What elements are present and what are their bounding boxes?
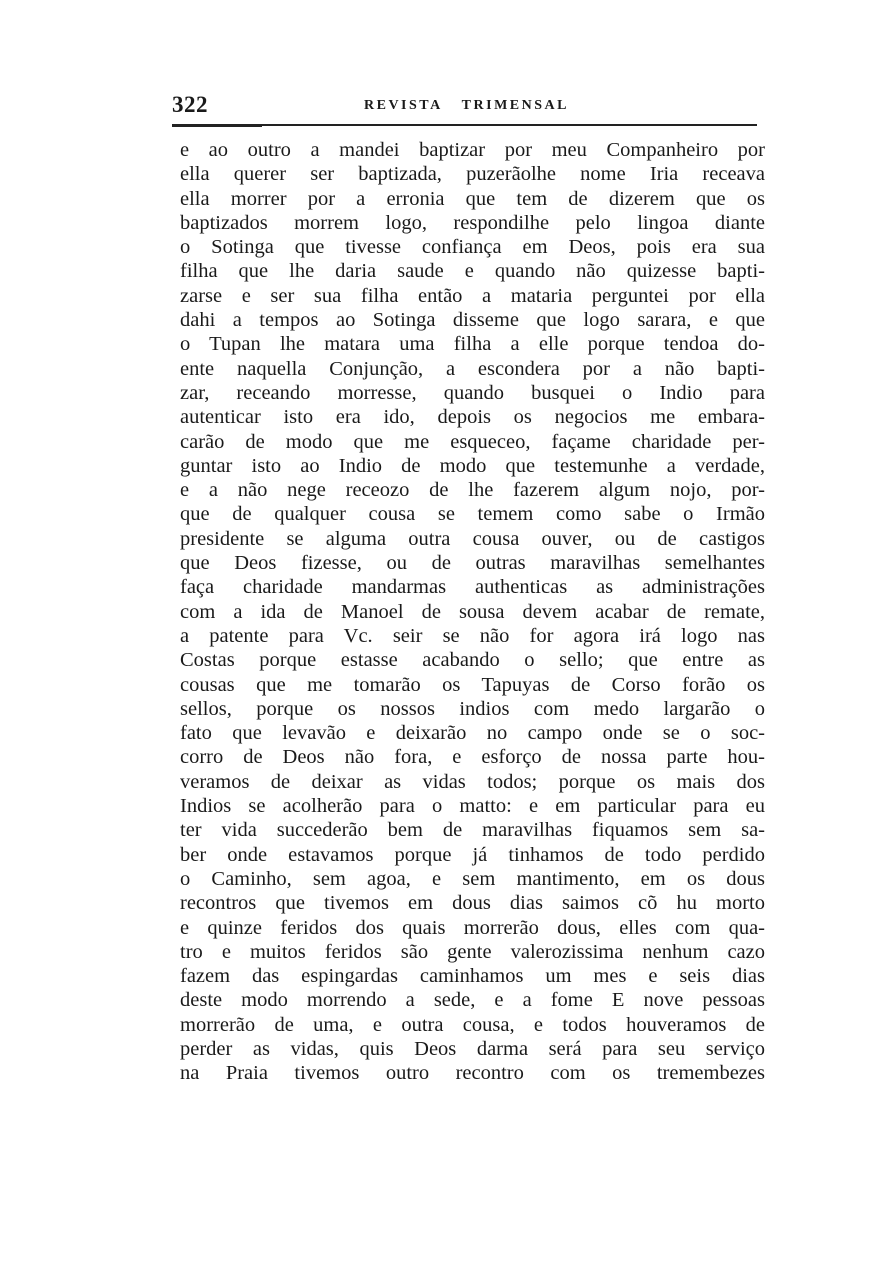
text-line: dahi a tempos ao Sotinga disseme que logo sarara, e que [180, 309, 765, 332]
text-line: ter vida succederão bem de maravilhas fiquamos sem sa- [180, 819, 765, 842]
text-line: carão de modo que me esqueceo, façame charidade per- [180, 430, 765, 453]
text-line: corro de Deos não fora, e esforço de nossa parte hou- [180, 746, 765, 769]
text-line: zar, receando morresse, quando busquei o Indio para [180, 381, 765, 404]
journal-title: REVISTA TRIMENSAL [364, 98, 569, 113]
text-line: perder as vidas, quis Deos darma será para seu serviço [180, 1037, 765, 1060]
text-line: deste modo morrendo a sede, e a fome E nove pessoas [180, 989, 765, 1012]
running-head [172, 92, 757, 122]
text-line: ber onde estavamos porque já tinhamos de todo perdido [180, 843, 765, 866]
text-line: tro e muitos feridos são gente valerozissima nenhum cazo [180, 940, 765, 963]
text-line: e quinze feridos dos quais morrerão dous, elles com qua- [180, 916, 765, 939]
text-line: veramos de deixar as vidas todos; porque os mais dos [180, 770, 765, 793]
text-line: que de qualquer cousa se temem como sabe o Irmão [180, 503, 765, 526]
text-line: e ao outro a mandei baptizar por meu Companheiro por [180, 139, 765, 161]
text-line: guntar isto ao Indio de modo que testemunhe a verdade, [180, 454, 765, 477]
text-line: sellos, porque os nossos indios com medo largarão o [180, 697, 765, 720]
text-line: ente naquella Conjunção, a escondera por a não bapti- [180, 357, 765, 380]
body-text [180, 138, 765, 1086]
text-line: o Caminho, sem agoa, e sem mantimento, em os dous [180, 867, 765, 890]
text-line: morrerão de uma, e outra cousa, e todos houveramos de [180, 1013, 765, 1036]
text-line: cousas que me tomarão os Tapuyas de Corso forão os [180, 673, 765, 696]
text-line: a patente para Vc. seir se não for agora irá logo nas [180, 624, 765, 647]
header-rule-underline [172, 126, 262, 127]
page-number: 322 [172, 92, 208, 117]
text-line: faça charidade mandarmas authenticas as administrações [180, 576, 765, 599]
text-line: com a ida de Manoel de sousa devem acabar de remate, [180, 600, 765, 623]
text-line: zarse e ser sua filha então a mataria perguntei por ella [180, 284, 765, 307]
text-line: fazem das espingardas caminhamos um mes e seis dias [180, 965, 765, 988]
text-line: recontros que tivemos em dous dias saimos cõ hu morto [180, 892, 765, 915]
text-line: e a não nege receozo de lhe fazerem algum nojo, por- [180, 479, 765, 502]
text-line: ella morrer por a erronia que tem de dizerem que os [180, 187, 765, 210]
text-line: filha que lhe daria saude e quando não quizesse bapti- [180, 260, 765, 283]
text-line: o Sotinga que tivesse confiança em Deos, pois era sua [180, 236, 765, 259]
text-line: baptizados morrem logo, respondilhe pelo lingoa diante [180, 211, 765, 234]
text-line: Indios se acolherão para o matto: e em particular para eu [180, 795, 765, 818]
text-line: Costas porque estasse acabando o sello; que entre as [180, 649, 765, 672]
text-line: fato que levavão e deixarão no campo onde se o soc- [180, 722, 765, 745]
text-line: presidente se alguma outra cousa ouver, ou de castigos [180, 527, 765, 550]
text-line: na Praia tivemos outro recontro com os tremembezes [180, 1062, 765, 1085]
text-line: o Tupan lhe matara uma filha a elle porque tendoa do- [180, 333, 765, 356]
text-line: ella querer ser baptizada, puzerãolhe nome Iria receava [180, 163, 765, 186]
text-line: autenticar isto era ido, depois os negocios me embara- [180, 406, 765, 429]
text-line: que Deos fizesse, ou de outras maravilhas semelhantes [180, 552, 765, 575]
